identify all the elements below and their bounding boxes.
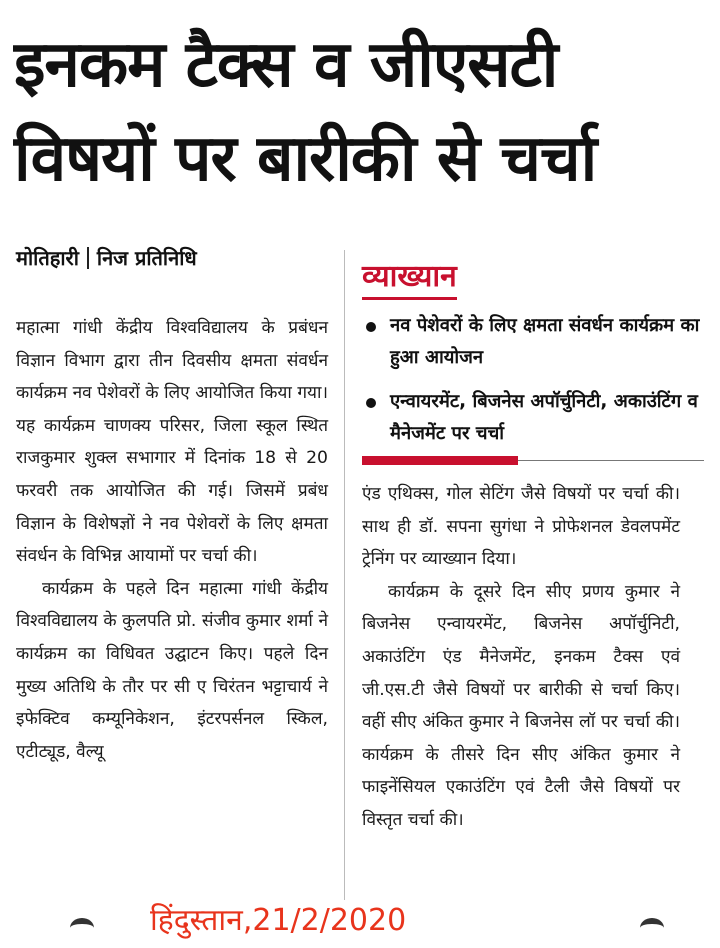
highlight-item [362, 386, 702, 450]
bullet-icon [366, 322, 376, 332]
byline-reporter: निज प्रतिनिधि [96, 246, 197, 270]
thin-rule [518, 460, 704, 461]
headline [14, 18, 710, 206]
article-column-right [362, 478, 680, 837]
cropped-glyph [640, 918, 664, 938]
paragraph: कार्यक्रम के पहले दिन महात्मा गांधी केंद्रीय विश्वविद्यालय के कुलपति प्रो. संजीव कुमार शर्मा ने कार्यक्रम का विधिवत उद्घाटन किए। पहले दिन मुख्य अतिथि के तौर पर सी ए चिरंतन भट्टाचार्य ने इफेक्टिव कम्यूनिकेशन, इंटरपर्सनल स्किल, एटीट्यूड, वैल्यू [16, 578, 328, 762]
bullet-icon [366, 398, 376, 408]
column-divider [344, 250, 345, 900]
headline-line-1: इनकम टैक्स व जीएसटी [14, 28, 558, 102]
highlight-item [362, 310, 702, 374]
cropped-glyph [70, 918, 94, 938]
source-date-stamp: हिंदुस्तान,21/2/2020 [150, 903, 407, 938]
paragraph: एंड एथिक्स, गोल सेटिंग जैसे विषयों पर चर्चा की। साथ ही डॉ. सपना सुगंधा ने प्रोफेशनल डेवलपमेंट ट्रेनिंग पर व्याख्यान दिया। [362, 484, 680, 570]
accent-rule [362, 456, 518, 465]
paragraph: महात्मा गांधी केंद्रीय विश्वविद्यालय के प्रबंधन विज्ञान विभाग द्वारा तीन दिवसीय क्षमता संवर्धन कार्यक्रम नव पेशेवरों के लिए आयोजित किया गया। यह कार्यक्रम चाणक्य परिसर, जिला स्कूल स्थित राजकुमार शुक्ल सभागार में दिनांक 18 से 20 फरवरी तक आयोजित की गई। जिसमें प्रबंध विज्ञान के विशेषज्ञों ने नव पेशेवरों के लिए क्षमता संवर्धन के विभिन्न आयामों पर चर्चा की। [16, 318, 328, 567]
headline-line-2: विषयों पर बारीकी से चर्चा [14, 122, 597, 196]
highlights-list [362, 310, 702, 462]
article-column-left [16, 312, 328, 768]
byline [16, 244, 197, 271]
highlight-text: नव पेशेवरों के लिए क्षमता संवर्धन कार्यक्रम का हुआ आयोजन [390, 315, 700, 368]
byline-location: मोतिहारी [16, 246, 79, 270]
section-label: व्याख्यान [362, 254, 457, 300]
byline-separator [87, 247, 89, 269]
paragraph: कार्यक्रम के दूसरे दिन सीए प्रणय कुमार ने बिजनेस एन्वायरमेंट, बिजनेस अपॉर्चुनिटी, अकाउंटिंग एंड मैनेजमेंट, इनकम टैक्स एवं जी.एस.टी जैसे विषयों पर बारीकी से चर्चा किए। वहीं सीए अंकित कुमार ने बिजनेस लॉ पर चर्चा की। कार्यक्रम के तीसरे दिन सीए अंकित कुमार ने फाइनेंसियल एकाउंटिंग एवं टैली जैसे विषयों पर विस्तृत चर्चा की। [362, 581, 680, 830]
highlight-text: एन्वायरमेंट, बिजनेस अपॉर्चुनिटी, अकाउंटिंग व मैनेजमेंट पर चर्चा [390, 391, 698, 444]
